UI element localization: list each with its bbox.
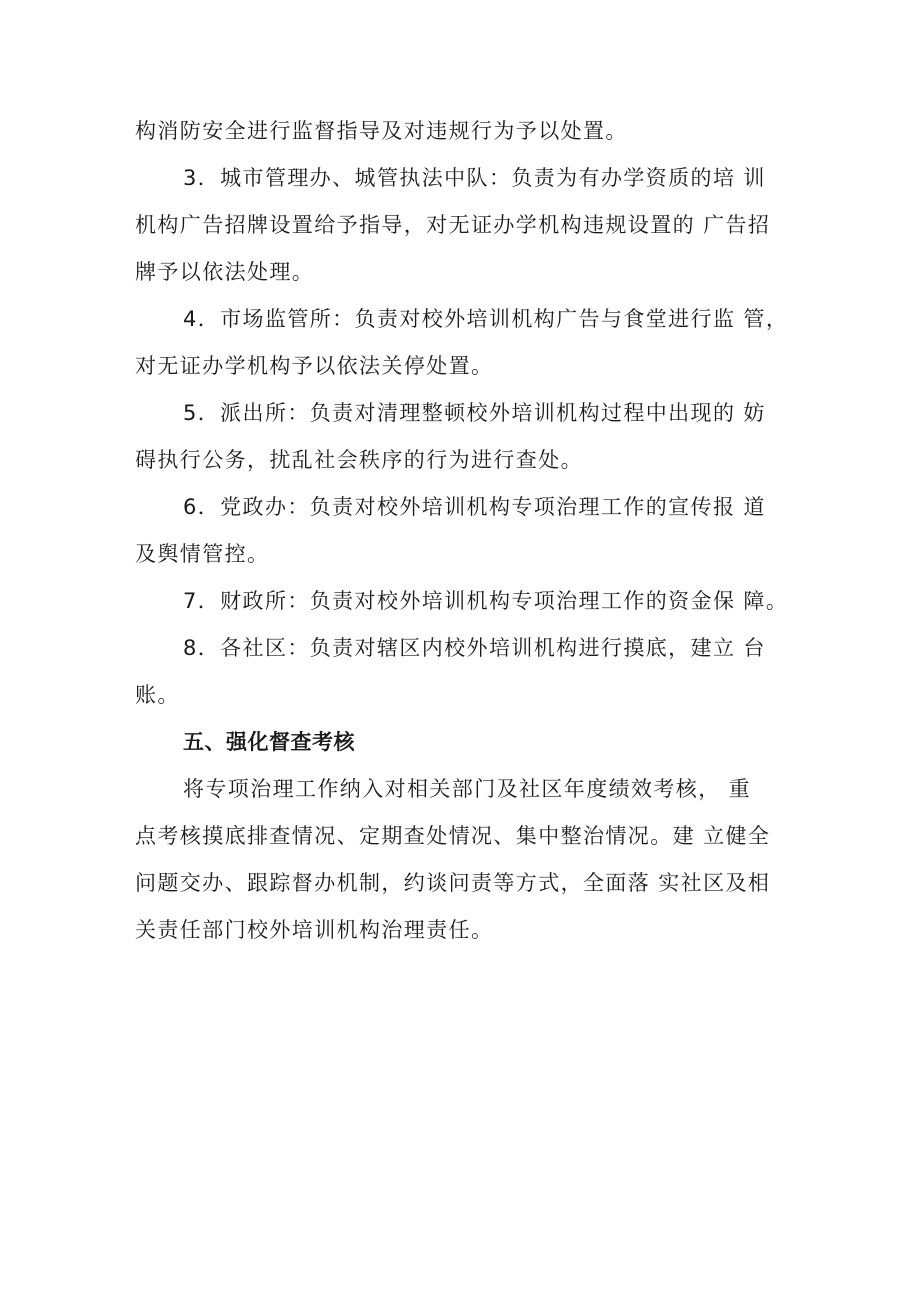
text-line: 及舆情管控。	[135, 542, 270, 566]
text-line: 账。	[135, 683, 180, 707]
text-line: 关责任部门校外培训机构治理责任。	[135, 918, 494, 942]
text-line: 碍执行公务，扰乱社会秩序的行为进行查处。	[135, 448, 583, 472]
section-heading: 五、强化督查考核	[183, 730, 355, 754]
text-line: 构消防安全进行监督指导及对违规行为予以处置。	[135, 119, 628, 143]
paragraph-fire-safety-continuation	[135, 108, 790, 155]
text-line: 机构广告招牌设置给予指导，对无证办学机构违规设置的 广告招	[135, 213, 771, 237]
paragraph-item-6-party-office	[135, 484, 790, 578]
text-line: 问题交办、跟踪督办机制，约谈问责等方式，全面落 实社区及相	[135, 871, 771, 895]
text-line: 牌予以依法处理。	[135, 260, 315, 284]
text-line: 7．财政所：负责对校外培训机构专项治理工作的资金保 障。	[183, 589, 789, 613]
paragraph-item-4-market-supervision	[135, 296, 790, 390]
paragraph-supervision-assessment	[135, 766, 790, 954]
text-line: 8．各社区：负责对辖区内校外培训机构进行摸底，建立 台	[183, 636, 766, 660]
text-line: 将专项治理工作纳入对相关部门及社区年度绩效考核， 重	[183, 777, 752, 801]
text-line: 5．派出所：负责对清理整顿校外培训机构过程中出现的 妨	[183, 401, 766, 425]
text-line: 对无证办学机构予以依法关停处置。	[135, 354, 494, 378]
paragraph-item-8-communities	[135, 625, 790, 719]
paragraph-item-3-urban-management	[135, 155, 790, 296]
text-line: 点考核摸底排查情况、定期查处情况、集中整治情况。建 立健全	[135, 824, 771, 848]
text-line: 3．城市管理办、城管执法中队：负责为有办学资质的培 训	[183, 166, 766, 190]
text-line: 6．党政办：负责对校外培训机构专项治理工作的宣传报 道	[183, 495, 766, 519]
document-body	[135, 108, 790, 954]
paragraph-item-5-police-station	[135, 390, 790, 484]
paragraph-item-7-finance-office	[135, 578, 790, 625]
text-line: 4．市场监管所：负责对校外培训机构广告与食堂进行监 管，	[183, 307, 789, 331]
